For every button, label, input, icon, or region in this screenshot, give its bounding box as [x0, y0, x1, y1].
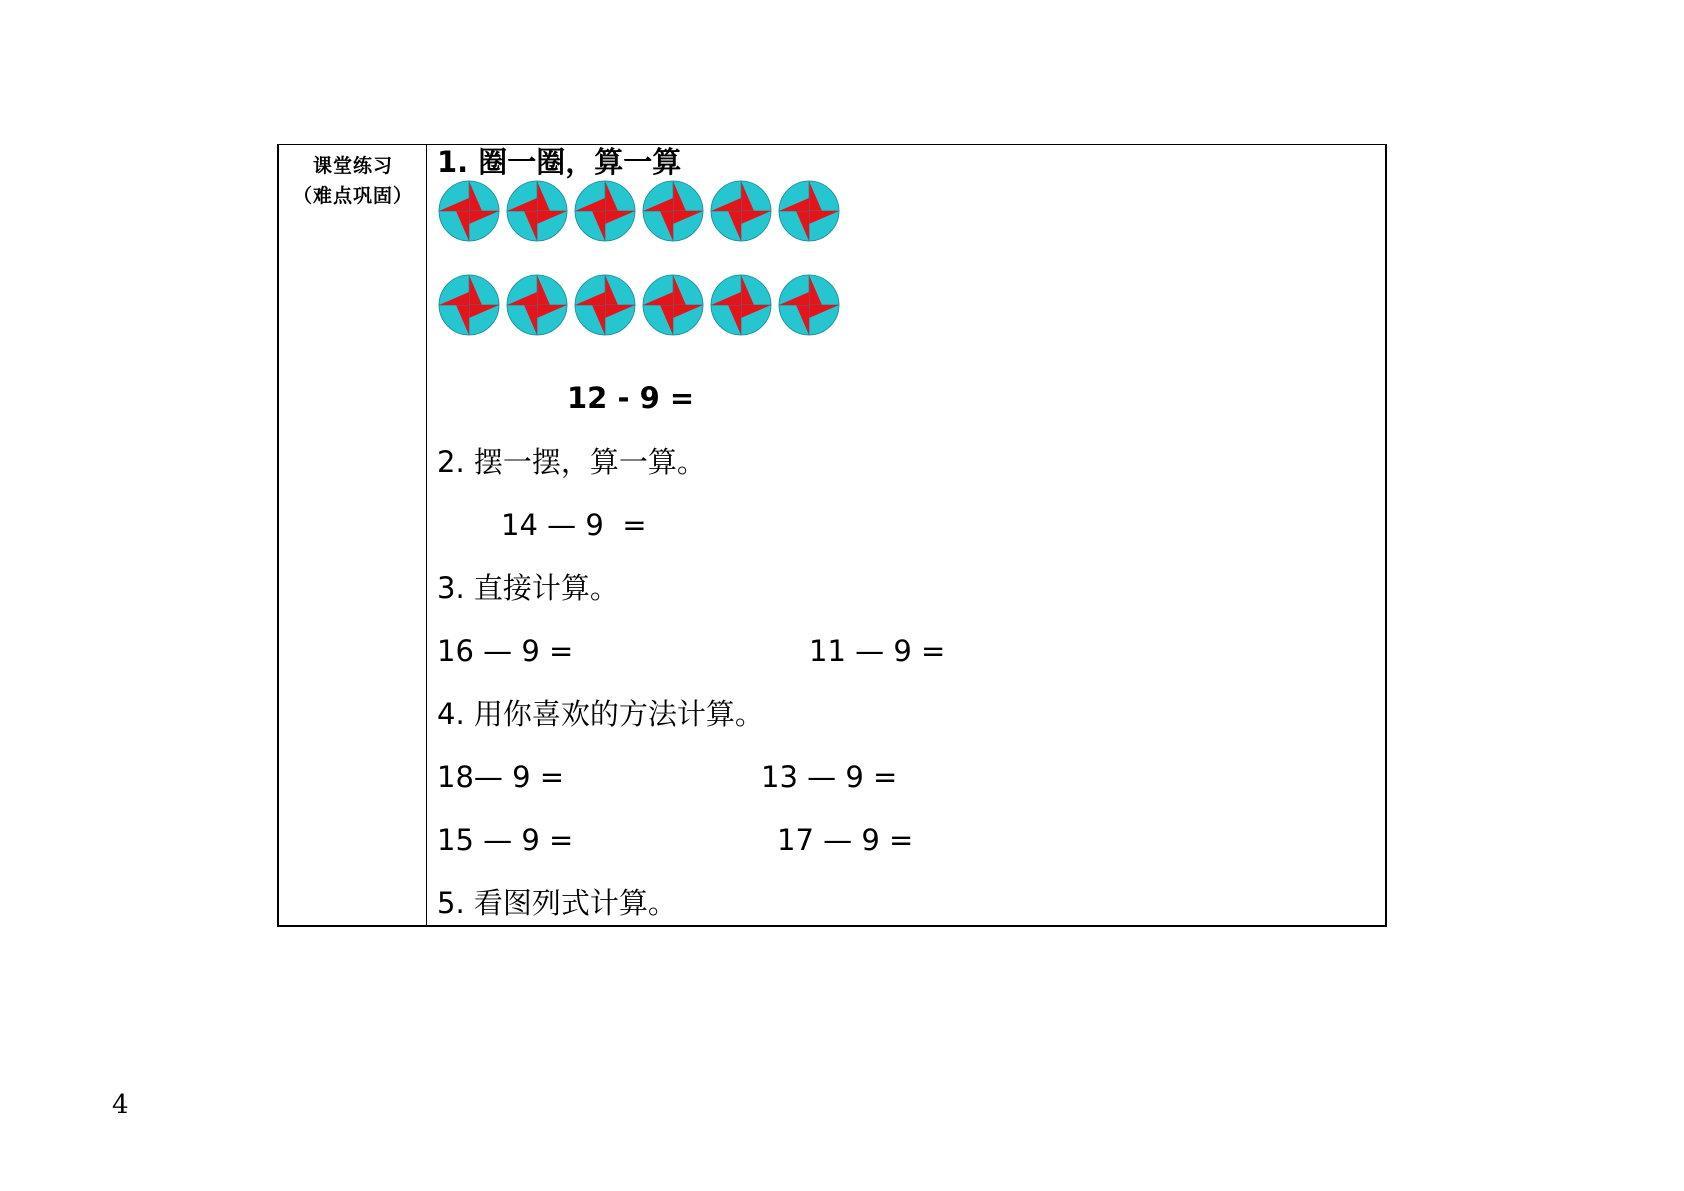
- q4-equation-r1-left: 18— 9 =: [437, 760, 565, 794]
- pinwheel-row-2: [437, 273, 841, 337]
- q3-title: 3. 直接计算。: [437, 571, 619, 605]
- q5-title: 5. 看图列式计算。: [437, 886, 677, 920]
- pinwheel-icon: [709, 273, 773, 337]
- q4-equation-r2-left: 15 — 9 =: [437, 823, 574, 857]
- pinwheel-row-1: [437, 179, 841, 243]
- pinwheel-icon: [641, 273, 705, 337]
- q1-title: 1. 圈一圈，算一算: [437, 145, 682, 179]
- pinwheel-icon: [437, 273, 501, 337]
- section-label-cell: [279, 145, 427, 925]
- pinwheel-icon: [573, 179, 637, 243]
- pinwheel-icon: [777, 273, 841, 337]
- section-label: 课堂练习: [312, 155, 393, 177]
- exercise-content-cell: [427, 145, 1385, 925]
- pinwheel-icon: [505, 179, 569, 243]
- q4-equation-r2-right: 17 — 9 =: [777, 823, 914, 857]
- q1-equation: 12 - 9 =: [567, 381, 695, 415]
- q3-equation-right: 11 — 9 =: [809, 634, 946, 668]
- q4-equation-r1-right: 13 — 9 =: [761, 760, 898, 794]
- pinwheel-icon: [709, 179, 773, 243]
- pinwheel-icon: [777, 179, 841, 243]
- pinwheel-icon: [573, 273, 637, 337]
- pinwheel-icon: [641, 179, 705, 243]
- exercise-table: [277, 144, 1387, 927]
- q4-title: 4. 用你喜欢的方法计算。: [437, 697, 764, 731]
- q2-title: 2. 摆一摆，算一算。: [437, 445, 706, 479]
- q2-equation: 14 — 9 =: [501, 508, 647, 542]
- q3-equation-left: 16 — 9 =: [437, 634, 574, 668]
- pinwheel-icon: [437, 179, 501, 243]
- section-sublabel: （难点巩固）: [292, 185, 413, 207]
- pinwheel-icon: [505, 273, 569, 337]
- page-number: 4: [112, 1090, 129, 1120]
